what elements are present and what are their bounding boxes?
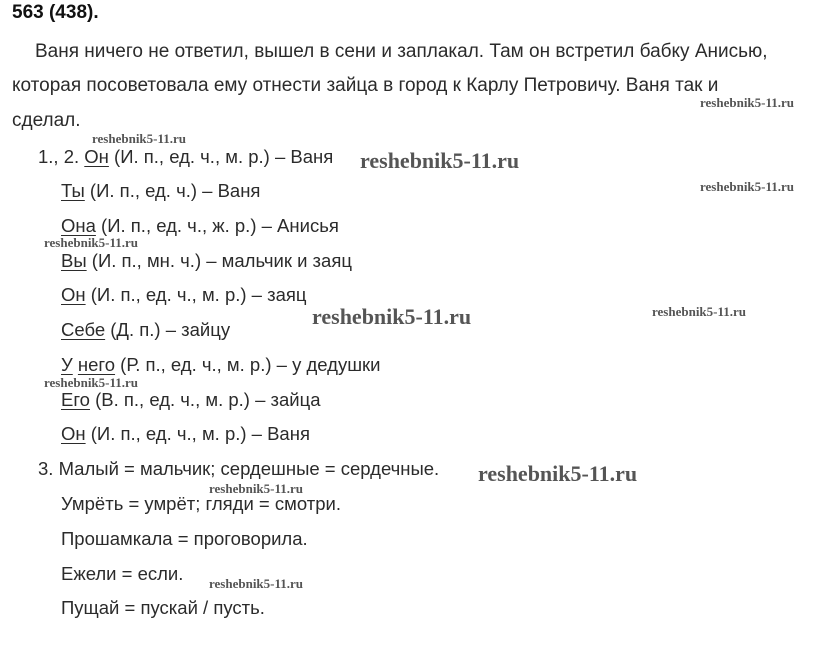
vocabulary-line: Пущай = пускай / пусть.	[61, 597, 265, 618]
watermark: reshebnik5-11.ru	[652, 304, 747, 319]
pronoun-word: Он	[61, 284, 86, 305]
pronoun-line	[61, 320, 230, 340]
pronoun-description: (Д. п.) – зайцу	[105, 319, 231, 340]
pronoun-word: Ты	[61, 180, 85, 201]
exercise-number: 563 (438).	[12, 2, 99, 23]
pronoun-line	[61, 285, 306, 305]
pronoun-description: (И. п., ед. ч., м. р.) – Ваня	[108, 146, 334, 167]
pronoun-description: (И. п., ед. ч., м. р.) – Ваня	[85, 423, 310, 444]
vocabulary-line: Прошамкала = проговорила.	[61, 528, 308, 549]
watermark: reshebnik5-11.ru	[478, 461, 638, 486]
preposition-word: У	[61, 354, 73, 375]
pronoun-word: Его	[61, 389, 90, 410]
pronoun-line	[61, 251, 352, 271]
vocabulary-line: Ежели = если.	[61, 563, 184, 584]
watermark: reshebnik5-11.ru	[44, 375, 139, 390]
watermark: reshebnik5-11.ru	[92, 131, 187, 146]
pronoun-line	[61, 390, 321, 410]
watermark: reshebnik5-11.ru	[700, 95, 795, 110]
pronoun-line	[61, 216, 339, 236]
watermark: reshebnik5-11.ru	[44, 235, 139, 250]
paragraph-line-3: сделал.	[12, 110, 81, 131]
pronoun-word: Себе	[61, 319, 106, 340]
pronoun-word: Вы	[61, 250, 87, 271]
pronoun-line	[61, 424, 310, 444]
pronoun-description: (И. п., ед. ч., ж. р.) – Анисья	[95, 215, 339, 236]
watermark: reshebnik5-11.ru	[360, 148, 520, 173]
pronoun-word: него	[77, 354, 116, 375]
pronoun-line	[61, 355, 380, 375]
pronoun-description: (И. п., мн. ч.) – мальчик и заяц	[86, 250, 352, 271]
pronoun-word: Он	[61, 423, 86, 444]
pronoun-line	[38, 147, 333, 167]
pronoun-word: Она	[61, 215, 96, 236]
pronoun-description: (И. п., ед. ч.) – Ваня	[84, 180, 261, 201]
vocabulary-line: Умрёть = умрёт; гляди = смотри.	[61, 493, 341, 514]
pronoun-description: (И. п., ед. ч., м. р.) – заяц	[85, 284, 307, 305]
paragraph-line-1: Ваня ничего не ответил, вышел в сени и заплакал. Там он встретил бабку Анисью,	[35, 41, 768, 62]
watermark: reshebnik5-11.ru	[700, 179, 795, 194]
watermark: reshebnik5-11.ru	[209, 481, 304, 496]
paragraph-line-2: которая посоветовала ему отнести зайца в город к Карлу Петровичу. Ваня так и	[12, 75, 719, 96]
watermark: reshebnik5-11.ru	[312, 304, 472, 329]
watermark: reshebnik5-11.ru	[209, 576, 304, 591]
vocabulary-line: 3. Малый = мальчик; сердешные = сердечные.	[38, 458, 440, 479]
pronoun-description: (Р. п., ед. ч., м. р.) – у дедушки	[115, 354, 381, 375]
pronoun-line	[61, 181, 260, 201]
section-prefix: 1., 2.	[38, 146, 85, 167]
pronoun-word: Он	[84, 146, 109, 167]
pronoun-description: (В. п., ед. ч., м. р.) – зайца	[89, 389, 321, 410]
